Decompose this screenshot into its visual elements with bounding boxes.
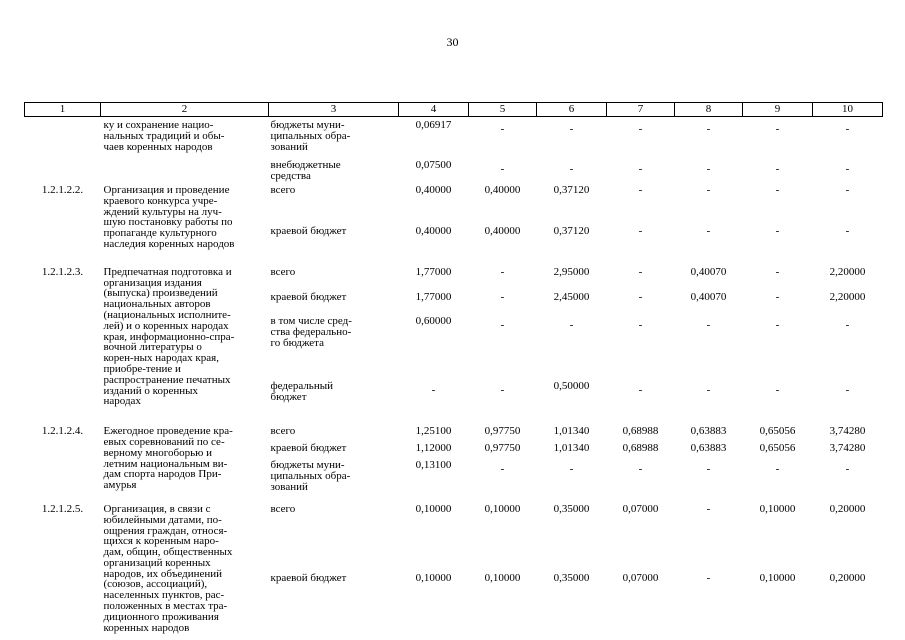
value-cell-col8: 0,40070 [690,265,727,278]
item-name-text-line: чаев коренных народов [103,140,213,153]
item-name-text [104,504,267,634]
value-cell-col9: - [775,163,780,176]
funding-source [269,570,399,639]
value-cell-col6: 2,45000 [553,290,590,303]
item-name-text-line: ку и сохранение нацио- [103,119,214,131]
item-name-text-line: Ежегодное проведение кра- [103,425,233,438]
header-row [25,103,883,117]
funding-source-text [271,120,397,152]
value-cell-col4: 0,60000 [415,315,452,328]
header-cell: 5 [469,103,537,117]
item-name-text-line: Предпечатная подготовка и [103,265,232,278]
funding-source-text-line: всего [270,502,296,515]
value-cell-col6: 0,35000 [553,572,590,585]
funding-source-text [271,573,397,584]
item-name-text-line: ждений культуры на луч- [103,205,222,218]
value-cell-col5: - [500,163,505,176]
header-cell: 1 [25,103,101,117]
funding-source-text-line: го бюджета [270,336,325,349]
value-cell-col4: 1,77000 [415,265,452,278]
item-name-text-line: шую постановку работы по [103,216,233,229]
value-cell-col9: - [775,183,780,196]
value-cell-col10: - [845,123,850,135]
value-cell-col5: - [500,319,505,332]
table-row [25,423,883,440]
funding-source-text [271,267,397,278]
header-cell: 2 [101,103,269,117]
value-cell-col9: 0,10000 [759,502,796,515]
item-name-text-line: приобре-тение и [103,362,181,375]
value-cell-col8: 0,63883 [690,425,727,438]
item-name-text-line: евых соревнований по се- [103,435,225,448]
funding-source-text [271,443,397,454]
item-name-text-line: организаций коренных [103,556,211,569]
value-cell-col7: - [638,123,643,135]
item-name-text-line: организация издания [103,276,202,289]
funding-source-text-line: бюджет [270,390,307,403]
item-name-text-line: пропаганде культурного [103,227,217,240]
value-cell-col7: - [638,163,643,176]
item-name-text [104,120,267,152]
value-cell-col10: 2,20000 [829,290,866,303]
value-cell-col8: 0,63883 [690,442,727,455]
item-name-text-line: Организация, в связи с [103,502,211,515]
item-name-text [104,426,267,491]
table-body [25,117,883,640]
value-cell-col9: - [775,224,780,237]
funding-source-text-line: ципальных обра- [270,129,351,142]
table-row [25,182,883,223]
funding-source [269,440,399,457]
item-name [101,264,269,423]
item-name-text-line: Организация и проведение [103,183,230,196]
value-cell-col10: - [845,384,850,397]
value-cell-col9: - [775,319,780,332]
value-cell-col9: 0,65056 [759,425,796,438]
item-name-text-line: края, информационно-спра- [103,330,235,343]
value-cell-col5: - [500,463,505,476]
value-cell-col5: - [500,265,505,278]
value-cell-col8: - [706,502,711,515]
item-name-text-line: распространение печатных [103,373,231,386]
item-name-text-line: наследия коренных народов [103,237,235,250]
funding-source-text-line: краевой бюджет [270,442,347,455]
value-cell-col4: 0,40000 [415,183,452,196]
item-name-text-line: щихся к коренным наро- [103,535,219,548]
value-cell-col4: 0,06917 [415,119,452,131]
item-code: 1.2.1.2.4. [41,425,84,438]
value-cell-col10: - [845,463,850,476]
item-name-text-line: положенных в местах тра- [103,600,228,613]
value-cell-col7: 0,68988 [622,425,659,438]
value-cell-col7: 0,68988 [622,442,659,455]
item-name-text-line: диционного проживания [103,610,219,623]
item-name [101,501,269,640]
item-name-text-line: (союзов, ассоциаций), [103,578,208,591]
value-cell-col8: - [706,384,711,397]
item-name-text-line: вочной литературы о [103,341,202,354]
table-row [25,117,883,153]
value-cell-col8: - [706,463,711,476]
value-cell-col4: 0,13100 [415,459,452,472]
item-name-text-line: нальных традиций и обы- [103,129,225,142]
funding-source-text [271,426,397,437]
budget-table [24,102,883,639]
funding-source-text [271,160,397,182]
funding-source-text-line: в том числе сред- [270,315,352,328]
funding-source-text-line: ства федерально- [270,326,352,339]
value-cell-col5: - [500,290,505,303]
value-cell-col6: 2,95000 [553,265,590,278]
item-name-text-line: дам спорта народов При- [103,468,222,481]
value-cell-col10: 0,20000 [829,572,866,585]
funding-source-text [271,316,397,348]
value-cell-col10: - [845,319,850,332]
funding-source-text-line: краевой бюджет [270,224,347,237]
value-cell-col10: 0,20000 [829,502,866,515]
funding-source-text-line: краевой бюджет [270,290,347,303]
funding-source-text-line: зований [270,480,308,493]
funding-source-text-line: всего [270,265,296,278]
value-cell-col6: 0,37120 [553,224,590,237]
value-cell-col8: - [706,183,711,196]
value-cell-col8: - [706,123,711,135]
value-cell-col9: - [775,265,780,278]
value-cell-col6: - [569,463,574,476]
item-name [101,423,269,501]
table-row [25,264,883,289]
value-cell-col5: 0,40000 [484,183,521,196]
value-cell-col4: - [431,384,436,397]
funding-source [269,117,399,153]
header-cell: 7 [607,103,675,117]
value-cell-col6: - [569,163,574,176]
item-code [25,117,101,182]
value-cell-col4: 0,40000 [415,224,452,237]
value-cell-col5: 0,10000 [484,502,521,515]
item-name-text-line: летним национальным ви- [103,457,228,470]
value-cell-col10: 3,74280 [829,425,866,438]
value-cell-col8: - [706,163,711,176]
value-cell-col7: - [638,463,643,476]
value-cell-col10: 3,74280 [829,442,866,455]
item-name-text-line: национальных авторов [103,298,211,311]
header-cell: 10 [813,103,883,117]
funding-source-text [271,292,397,303]
item-name-text-line: верному многоборью и [103,446,212,459]
value-cell-col9: 0,10000 [759,572,796,585]
item-name [101,117,269,182]
header-cell: 8 [675,103,743,117]
item-name-text-line: (национальных исполните- [103,308,231,321]
item-name-text-line: дам, общин, общественных [103,546,233,559]
funding-source-text-line: бюджеты муни- [270,119,345,131]
value-cell-col8: - [706,224,711,237]
value-cell-col5: 0,40000 [484,224,521,237]
funding-source-text-line: бюджеты муни- [270,459,345,472]
value-cell-col10: - [845,183,850,196]
funding-source [269,182,399,223]
value-cell-col5: 0,97750 [484,425,521,438]
funding-source [269,501,399,570]
value-cell-col7: - [638,183,643,196]
value-cell-col6: 1,01340 [553,442,590,455]
item-name-text-line: коренных народов [103,621,190,634]
item-name-text-line: изданий о коренных [103,384,199,397]
value-cell-col7: - [638,265,643,278]
value-cell-col6: 0,37120 [553,183,590,196]
value-cell-col9: - [775,463,780,476]
value-cell-col9: - [775,123,780,135]
value-cell-col10: - [845,224,850,237]
item-name-text [104,267,267,407]
item-name-text-line: корен-ных народах края, [103,352,219,365]
value-cell-col10: 2,20000 [829,265,866,278]
funding-source [269,313,399,377]
funding-source-text-line: краевой бюджет [270,572,347,585]
item-name-text-line: народах [103,395,141,408]
value-cell-col6: - [569,123,574,135]
item-name-text-line: ощрения граждан, относя- [103,524,228,537]
item-name-text-line: населенных пунктов, рас- [103,589,225,602]
funding-source-text [271,381,397,403]
value-cell-col7: - [638,224,643,237]
funding-source [269,377,399,423]
value-cell-col7: 0,07000 [622,572,659,585]
funding-source-text-line: ципальных обра- [270,469,351,482]
value-cell-col7: - [638,290,643,303]
item-code: 1.2.1.2.5. [41,502,84,515]
value-cell-col4: 0,10000 [415,502,452,515]
funding-source [269,223,399,264]
value-cell-col6: - [569,319,574,332]
item-name-text-line: лей) и о коренных народах [103,319,229,332]
item-name-text-line: народов, их объединений [103,567,223,580]
value-cell-col6: 1,01340 [553,425,590,438]
header-cell: 9 [743,103,813,117]
value-cell-col9: - [775,290,780,303]
value-cell-col8: - [706,572,711,585]
item-name-text-line: краевого конкурса учре- [103,194,218,207]
value-cell-col9: 0,65056 [759,442,796,455]
funding-source [269,423,399,440]
value-cell-col5: 0,10000 [484,572,521,585]
value-cell-col7: 0,07000 [622,502,659,515]
value-cell-col7: - [638,384,643,397]
header-cell: 3 [269,103,399,117]
funding-source-text-line: всего [270,425,296,438]
funding-source-text-line: федеральный [270,380,333,393]
item-name-text-line: (выпуска) произведений [103,287,218,300]
value-cell-col6: 0,50000 [553,380,590,393]
item-code: 1.2.1.2.2. [41,183,84,196]
value-cell-col5: 0,97750 [484,442,521,455]
item-name-text-line: амурья [103,479,137,492]
value-cell-col4: 1,77000 [415,290,452,303]
value-cell-col4: 1,12000 [415,442,452,455]
value-cell-col4: 1,25100 [415,425,452,438]
header-cell: 4 [399,103,469,117]
funding-source-text-line: всего [270,183,296,196]
funding-source-text-line: зований [270,140,308,153]
funding-source-text [271,504,397,515]
value-cell-col5: - [500,384,505,397]
funding-source [269,457,399,501]
item-name-text-line: юбилейными датами, по- [103,513,222,526]
item-name-text [104,185,267,250]
value-cell-col8: - [706,319,711,332]
funding-source-text [271,460,397,492]
item-code: 1.2.1.2.3. [41,265,84,278]
funding-source [269,152,399,182]
item-name [101,182,269,264]
value-cell-col6: 0,35000 [553,502,590,515]
value-cell-col9: - [775,384,780,397]
funding-source-text [271,226,397,237]
value-cell-col8: 0,40070 [690,290,727,303]
page-number: 30 [446,35,459,49]
funding-source-text [271,185,397,196]
funding-source-text-line: средства [270,170,311,183]
value-cell-col7: - [638,319,643,332]
value-cell-col10: - [845,163,850,176]
value-cell-col5: - [500,123,505,135]
funding-source-text-line: внебюджетные [270,159,341,172]
value-cell-col4: 0,07500 [415,159,452,172]
table-row [25,501,883,570]
funding-source [269,264,399,289]
header-cell: 6 [537,103,607,117]
funding-source [269,289,399,314]
value-cell-col4: 0,10000 [415,572,452,585]
